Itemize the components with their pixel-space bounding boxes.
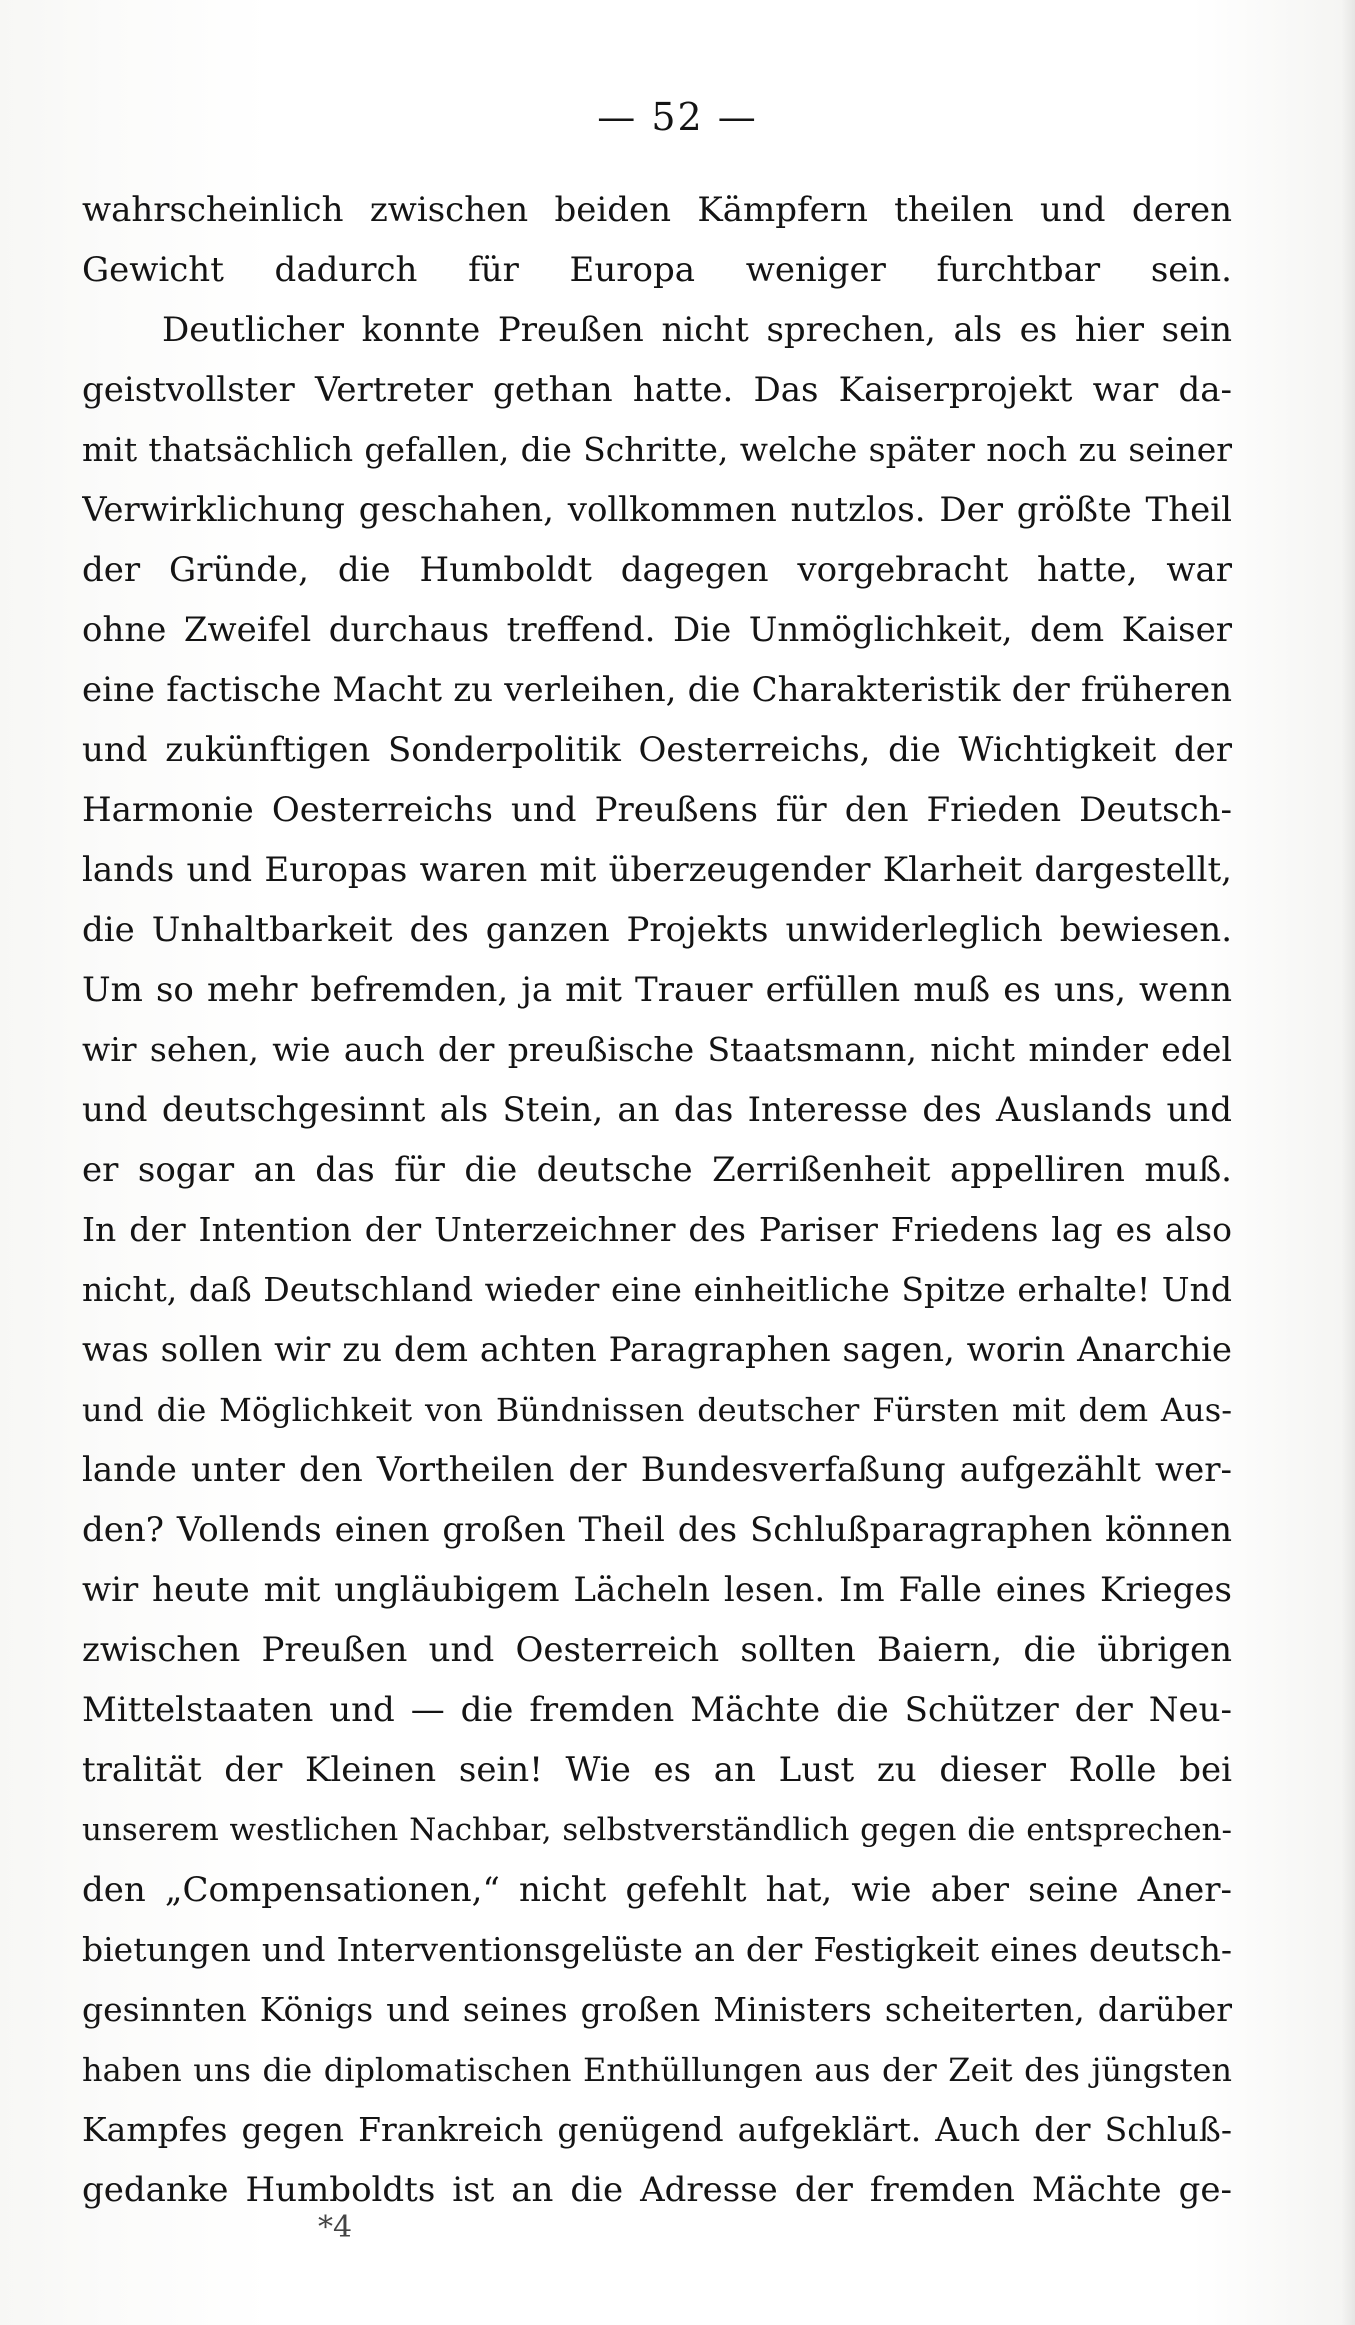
text-line: bietungen und Interventionsgelüste an der Festigkeit eines deutsch- bbox=[82, 1930, 1232, 1969]
paragraph-start-line: Deutlicher konnte Preußen nicht sprechen, als es hier sein bbox=[162, 310, 1232, 350]
text-line: wir sehen, wie auch der preußische Staatsmann, nicht minder edel bbox=[82, 1030, 1232, 1069]
page-number: — 52 — bbox=[597, 95, 758, 139]
text-line: zwischen Preußen und Oesterreich sollten Baiern, die übrigen bbox=[82, 1630, 1232, 1670]
text-line: wahrscheinlich zwischen beiden Kämpfern theilen und deren bbox=[82, 190, 1232, 230]
text-line: und die Möglichkeit von Bündnissen deutscher Fürsten mit dem Aus- bbox=[82, 1391, 1232, 1429]
text-line: Harmonie Oesterreichs und Preußens für den Frieden Deutsch- bbox=[82, 790, 1232, 830]
body-text bbox=[82, 180, 1232, 2220]
text-line: was sollen wir zu dem achten Paragraphen sagen, worin Anarchie bbox=[82, 1330, 1232, 1370]
text-line: nicht, daß Deutschland wieder eine einheitliche Spitze erhalte! Und bbox=[82, 1270, 1232, 1309]
text-line: ohne Zweifel durchaus treffend. Die Unmöglichkeit, dem Kaiser bbox=[82, 610, 1232, 650]
text-line: Kampfes gegen Frankreich genügend aufgeklärt. Auch der Schluß- bbox=[82, 2110, 1232, 2149]
text-line: haben uns die diplomatischen Enthüllungen aus der Zeit des jüngsten bbox=[82, 2051, 1232, 2089]
text-line: geistvollster Vertreter gethan hatte. Das Kaiserprojekt war da- bbox=[82, 370, 1232, 410]
signature-mark: *4 bbox=[318, 2210, 353, 2245]
text-line: gesinnten Königs und seines großen Ministers scheiterten, darüber bbox=[82, 1990, 1232, 2029]
text-line: tralität der Kleinen sein! Wie es an Lust zu dieser Rolle bei bbox=[82, 1750, 1232, 1790]
text-line: den „Compensationen,“ nicht gefehlt hat, wie aber seine Aner- bbox=[82, 1870, 1232, 1910]
text-line: wir heute mit ungläubigem Lächeln lesen. Im Falle eines Krieges bbox=[82, 1570, 1232, 1610]
text-line: Mittelstaaten und — die fremden Mächte die Schützer der Neu- bbox=[82, 1690, 1232, 1730]
text-line: Verwirklichung geschahen, vollkommen nutzlos. Der größte Theil bbox=[82, 490, 1232, 530]
text-line: lands und Europas waren mit überzeugender Klarheit dargestellt, bbox=[82, 850, 1232, 890]
text-line: und zukünftigen Sonderpolitik Oesterreichs, die Wichtigkeit der bbox=[82, 730, 1232, 770]
text-line: mit thatsächlich gefallen, die Schritte, welche später noch zu seiner bbox=[82, 430, 1232, 469]
text-line: er sogar an das für die deutsche Zerrißenheit appelliren muß. bbox=[82, 1150, 1232, 1190]
text-line: Gewicht dadurch für Europa weniger furchtbar sein. bbox=[82, 250, 1232, 290]
text-line: eine factische Macht zu verleihen, die Charakteristik der früheren bbox=[82, 670, 1232, 710]
text-line: unserem westlichen Nachbar, selbstverständlich gegen die entsprechen- bbox=[82, 1812, 1232, 1848]
text-line: Um so mehr befremden, ja mit Trauer erfüllen muß es uns, wenn bbox=[82, 970, 1232, 1010]
text-line: In der Intention der Unterzeichner des Pariser Friedens lag es also bbox=[82, 1210, 1232, 1249]
text-line: gedanke Humboldts ist an die Adresse der fremden Mächte ge- bbox=[82, 2170, 1232, 2210]
text-line: der Gründe, die Humboldt dagegen vorgebracht hatte, war bbox=[82, 550, 1232, 590]
page-edge-shadow bbox=[1341, 0, 1355, 2325]
text-line: die Unhaltbarkeit des ganzen Projekts unwiderleglich bewiesen. bbox=[82, 910, 1232, 950]
text-line: lande unter den Vortheilen der Bundesverfaßung aufgezählt wer- bbox=[82, 1450, 1232, 1490]
text-line: den? Vollends einen großen Theil des Schlußparagraphen können bbox=[82, 1510, 1232, 1550]
text-line: und deutschgesinnt als Stein, an das Interesse des Auslands und bbox=[82, 1090, 1232, 1130]
